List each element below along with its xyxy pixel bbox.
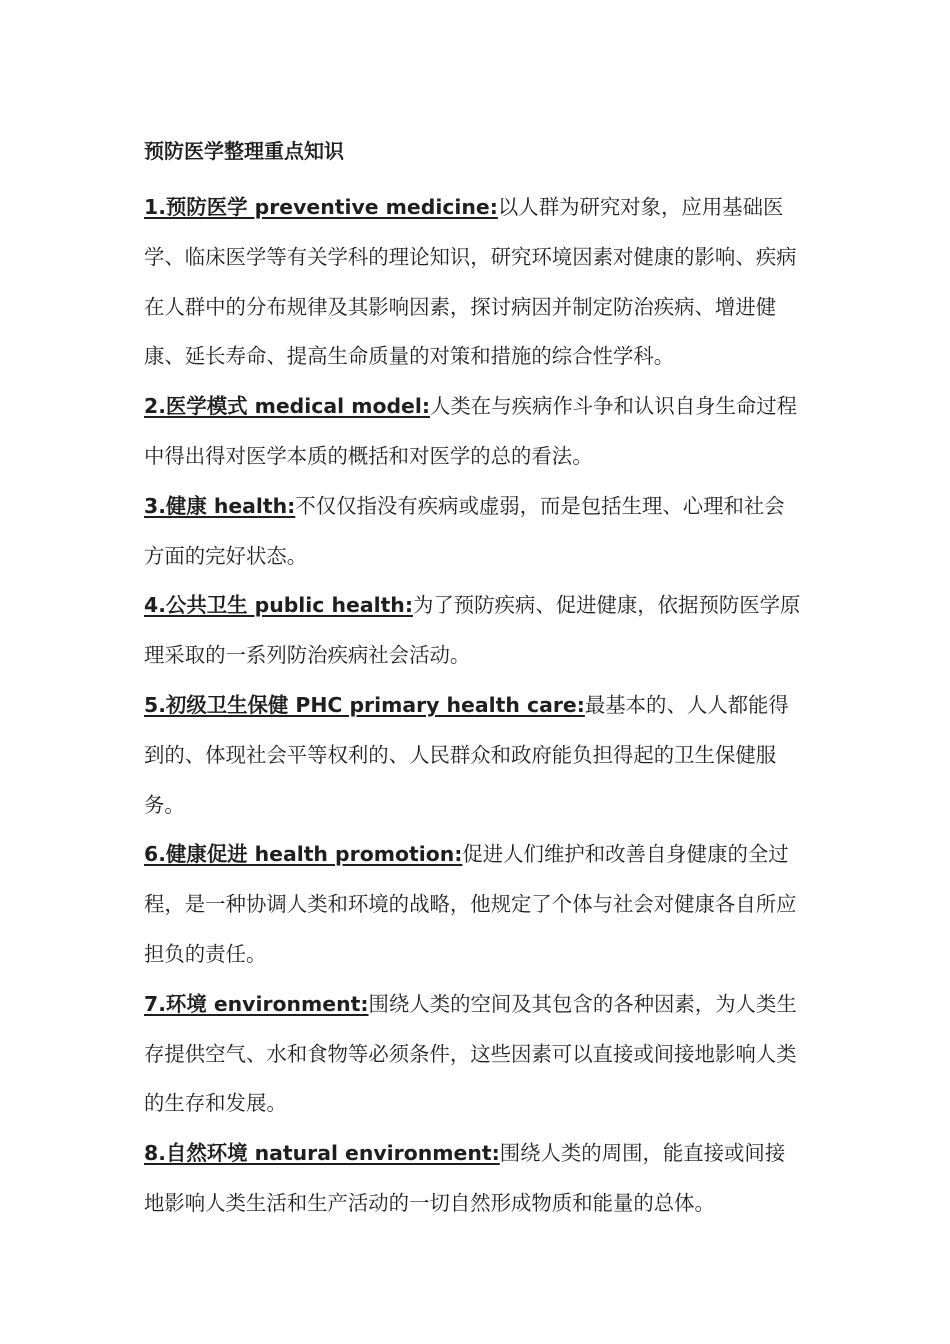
- term-definition: 不仅仅指没有疾病或虚弱，而是包括生理、心理和社会方面的完好状态。: [144, 493, 785, 568]
- term-definition: 最基本的、人人都能得到的、体现社会平等权利的、人民群众和政府能负担得起的卫生保健服务。: [144, 692, 789, 817]
- term-heading: 3.健康 health:: [144, 493, 296, 518]
- term-primary-health-care: [144, 681, 804, 830]
- term-list: [144, 183, 804, 1229]
- term-definition: 人类在与疾病作斗争和认识自身生命过程中得出得对医学本质的概括和对医学的总的看法。: [144, 394, 798, 468]
- term-heading: 8.自然环境 natural environment:: [144, 1141, 500, 1166]
- term-definition: 围绕人类的周围，能直接或间接地影响人类生活和生产活动的一切自然形成物质和能量的总体。: [144, 1141, 786, 1215]
- term-heading: 1.预防医学 preventive medicine:: [144, 195, 498, 219]
- term-heading: 5.初级卫生保健 PHC primary health care:: [144, 692, 585, 717]
- term-definition: 围绕人类的空间及其包含的各种因素，为人类生存提供空气、水和食物等必须条件，这些因素可以直接或间接地影响人类的生存和发展。: [144, 991, 797, 1116]
- term-medical-model: [144, 382, 804, 482]
- term-public-health: [144, 581, 804, 681]
- term-preventive-medicine: [144, 183, 804, 382]
- document-title: 预防医学整理重点知识: [144, 139, 344, 163]
- term-definition: 促进人们维护和改善自身健康的全过程，是一种协调人类和环境的战略，他规定了个体与社会对健康各自所应担负的责任。: [144, 842, 797, 966]
- document-content: [144, 133, 804, 1229]
- term-heading: 6.健康促进 health promotion:: [144, 842, 463, 867]
- term-heading: 2.医学模式 medical model:: [144, 394, 431, 419]
- term-heading: 4.公共卫生 public health:: [144, 593, 413, 618]
- term-environment: [144, 980, 804, 1129]
- term-health: [144, 482, 804, 582]
- term-health-promotion: [144, 830, 804, 979]
- term-definition: 以人群为研究对象，应用基础医学、临床医学等有关学科的理论知识，研究环境因素对健康的影响、疾病在人群中的分布规律及其影响因素，探讨病因并制定防治疾病、增进健康、延长寿命、提高生命质量的对策和措施的综合性学科。: [144, 195, 797, 369]
- term-natural-environment: [144, 1129, 804, 1229]
- term-heading: 7.环境 environment:: [144, 991, 369, 1016]
- term-definition: 为了预防疾病、促进健康，依据预防医学原理采取的一系列防治疾病社会活动。: [144, 593, 801, 668]
